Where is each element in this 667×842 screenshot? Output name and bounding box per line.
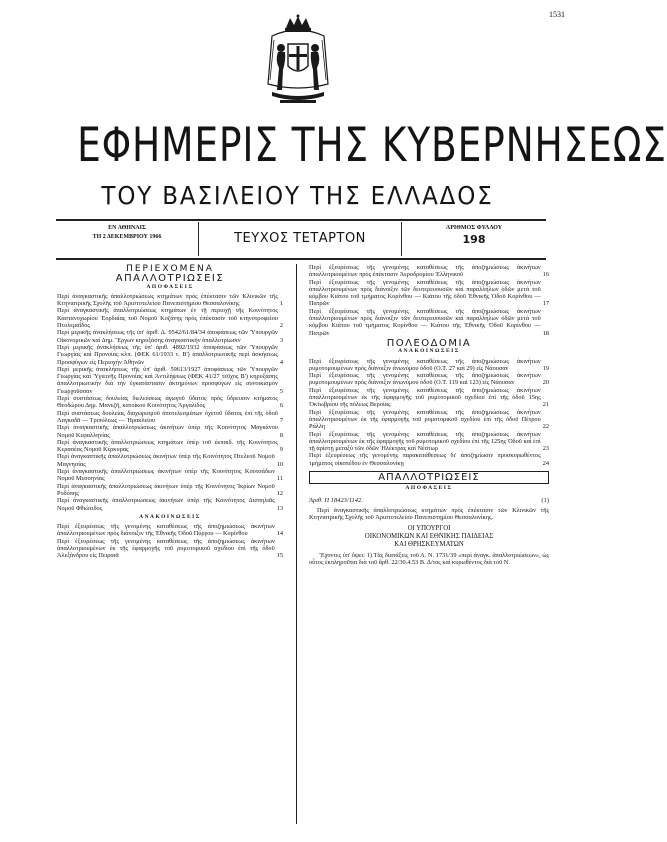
contents-entry: Περὶ μερικῆς ἀνακλήσεως τῆς ὑπ' ἀριθ. 4892/1932 ἀποφάσεως τῶν Ὑπουργῶν Γεωργίας καὶ Προνοίας κλπ. (ΦΕΚ 61/1933 τ. Β') ἀπαλλοτριωτικῆς περὶ ἀσκήσεως Προσφύγων εἰς Περιοχὴν Ἀθηνῶν 4 xyxy=(57,343,283,366)
issue-date: ΤΗ 2 ΔΕΚΕΜΒΡΙΟΥ 1966 xyxy=(92,234,162,240)
contents-entry: Περὶ ἐξευρέσεως τῆς γενομένης καταθέσεως τῆς ἀποζημιώσεως ἀκινήτων ἀπαλλοτριουμένων πρὸς διάνοιξιν τῶν δευτερευουσῶν καὶ παραλλήλων ὁδῶν μετὰ τοῦ κόμβου Κιάτου τοῦ τμήματος Κορίνθου — Κιάτου τῆς Ἐθνικῆς Ὁδοῦ Κορίνθου — Πατρῶν 18 xyxy=(309,307,549,337)
contents-heading: ΠΕΡΙΕΧΟΜΕΝΑ xyxy=(126,264,214,274)
contents-entry: Περὶ ἐξευρέσεως τῆς γενομένης καταθέσεως τῆς ἀποζημιώσεως ἀκινήτων ρυμοτομουμένων πρὸς διάνοιξιν ἀνωνύμου ὁδοῦ (Ο.Τ. 27 καὶ 29) εἰς Νάουσαν 19 xyxy=(309,357,549,372)
contents-right-column xyxy=(309,264,549,566)
masthead-top-rule xyxy=(56,219,546,221)
contents-entry: Περὶ ἐξευρέσεως τῆς γενομένης παρακατάθεσεως δι' ἀποζημίωσιν προσκυρωθέντος τμήματος οἰκοπέδου ἐν Θεσσαλονίκῃ 24 xyxy=(309,452,549,467)
issue-place: ΕΝ ΑΘΗΝΑΙΣ xyxy=(108,225,146,231)
decision-subheading: ΑΠΟΦΑΣΕΙΣ xyxy=(405,485,453,492)
contents-entry: Περὶ μερικῆς ἀνακλήσεως τῆς ὑπ' ἀριθ. 59613/1927 ἀποφάσεως τῶν Ὑπουργῶν Γεωργίας καὶ Ὑγιεινῆς Προνοίας καὶ Ἀντιλήψεως (ΦΕΚ 41/27 τεῦχος Β') κηρυξάσης ἀπαλλοτριωτικὴν διὰ τὴν ἐγκατάστασιν ἀκτημόνων προσφύγων εἰς συνοικισμὸν Γεωρχοῦσσαν 5 xyxy=(57,365,283,395)
contents-entry: Περὶ ἀναγκαστικῆς ἀπαλλοτριώσεως ἀκινήτων ὑπὲρ τῆς Κοινότητος Μαγκάνου Νομοῦ Κεφαλληνίας 8 xyxy=(57,424,283,439)
contents-entry: Περὶ ἀναγκαστικῆς ἀπαλλοτριώσεως ἀκινήτων ὑπὲρ τῆς Κοινότητος Πτελεοῦ Νομοῦ Μαγνησίας 10 xyxy=(57,453,283,468)
section-heading-expropriations: ΑΠΑΛΛΟΤΡΙΩΣΕΙΣ xyxy=(115,273,225,285)
coat-of-arms-emblem xyxy=(258,14,338,110)
subheading-decisions: ΑΠΟΦΑΣΕΙΣ xyxy=(146,283,194,290)
contents-entry: Περὶ ἀναγκαστικῆς ἀπαλλοτριώσεως κτημάτων πρὸς ἐπέκτασιν τῶν Κλινικῶν τῆς Κτηνιατρικῆς Σχολῆς τοῦ Ἀριστοτελείου Πανεπιστημίου Θεσσαλονίκης 1 xyxy=(57,292,283,308)
contents-entry: Περὶ ἐξευρέσεως τῆς γενομένης καταθέσεως τῆς ἀποζημιώσεως ἀκινήτων ἀπαλλοτριουμένων ἐκ τῆς ἐφαρμογῆς τοῦ ρυμοτομικοῦ σχεδίου ἐπὶ τῆς ὁδοῦ Πέτρου Ράλλη 22 xyxy=(309,408,549,431)
contents-entry: Περὶ ἐξευρέσεως τῆς γενομένης καταθέσεως τῆς ἀποζημιώσεως ἀκινήτων ἀπαλλοτριουμένων ἐκ τῆς ἐφαρμογῆς τοῦ ρυμοτομικοῦ σχεδίου ἐπὶ τῆς 125ης Ὁδοῦ καὶ ἐπὶ τῇ ἀρίστῃ μεταξὺ τῶν ὁδῶν Ἠλέκτρας καὶ Νέστωρ 23 xyxy=(309,430,549,453)
contents-entry: Περὶ ἀναγκαστικῆς ἀπαλλοτριώσεως ἀκινήτων ὑπὲρ τῆς Κοινότητος Δισπηλιᾶς Νομοῦ Φθιώτιδος 13 xyxy=(57,497,283,512)
subheading-announcements-planning: ΑΝΑΚΟΙΝΩΣΕΙΣ xyxy=(398,348,460,355)
issue-place-date xyxy=(56,224,198,242)
decision-section-heading: ΑΠΑΛΛΟΤΡΙΩΣΕΙΣ xyxy=(309,471,549,484)
contents-entry: Περὶ ἐξευρέσεως τῆς γενομένης καταθέσεως τῆς ἀποζημιώσεως ἀκινήτων ρυμοτομουμένων πρὸς διάνοιξιν ἀνωνύμου ὁδοῦ (Ο.Τ. 119 καὶ 123) εἰς Νάουσαν 20 xyxy=(309,372,549,387)
contents-entry: Περὶ μερικῆς ἀνακλήσεως τῆς ὑπ' ἀριθ. Δ. 9542/61/84/34 ἀποφάσεως τῶν Ὑπουργῶν Οἰκονομικῶν καὶ Δημ. Ἔργων κηρυξάσης ἀναγκαστικὴν ἀπαλλοτρίωσιν 3 xyxy=(57,329,283,344)
contents-entry: Περὶ συστάσεως δουλείας διαχωρισμοῦ ἀποτελεσμάτων ὀχετοῦ ὕδατος ἐπὶ τῆς ὁδοῦ Λαγκαδᾶ — Τριπόλεως — Ἡρακλείου 7 xyxy=(57,409,283,424)
contents-entry: Περὶ ἐξευρέσεως τῆς γενομένης καταθέσεως τῆς ἀποζημιώσεως ἀκινήτων ἀπαλλοτριουμένων ἐκ τῆς ἐφαρμογῆς τοῦ ρυμοτομικοῦ σχεδίου ἐπὶ τῆς ὁδοῦ Ἀλεξάνδρου εἰς Πειραιᾶ 15 xyxy=(57,537,283,560)
sheet-number-label: ΑΡΙΘΜΟΣ ΦΥΛΛΟΥ xyxy=(445,225,503,231)
page-number: 1531 xyxy=(549,10,565,19)
contents-left-column xyxy=(57,264,283,560)
contents-entry: Περὶ ἐξευρέσεως τῆς γενομένης καταθέσεως τῆς ἀποζημιώσεως ἀκινήτων ἀπαλλοτριουμένων πρὸς ἐπέκτασιν Ἀεροδρομίου Ἑλληνικοῦ 16 xyxy=(309,264,549,279)
decision-body-text: Ἔχοντες ὑπ' ὄψει: 1) Τὰς διατάξεις τοῦ Α. Ν. 1731/39 «περὶ ἀναγκ. ἀπαλλοτριώσεων», ὡς οὗτος ἐκπληροῦται διὰ τοῦ ἄρθ. 22/30.4.53 Β. Δ/τος καὶ κυρωθέντος διὰ τοῦ Ν. xyxy=(309,551,549,566)
contents-entry: Περὶ ἀναγκαστικῆς ἀπαλλοτριώσεως κτημάτων ἐν τῇ περιοχῇ τῆς Κοινότητος Καστανοχωρίου Ἐορδαίας τοῦ Νομοῦ Κοζάνης πρὸς ἐπέκτασιν τοῦ κτηνοτροφείου Πτολεμαΐδος 2 xyxy=(57,307,283,330)
contents-entry: Περὶ ἀναγκαστικῆς ἀπαλλοτριώσεως ἀκινήτων ὑπὲρ τῆς Κοινότητος Κουτσάδων Νομοῦ Μεσσηνίας 11 xyxy=(57,468,283,483)
contents-entry: Περὶ ἀναγκαστικῆς ἀπαλλοτριώσεως κτημάτων ὑπὲρ τοῦ ἐκπαιδ. τῆς Κοινότητος Κερασέας Νομοῦ Κέρκυρας 9 xyxy=(57,438,283,454)
decision-mark: (1) xyxy=(541,496,549,504)
contents-entry: Περὶ ἐξευρέσεως τῆς γενομένης καταθέσεως τῆς ἀποζημιώσεως ἀκινήτων ἀπαλλοτριουμένων πρὸς διάνοιξιν τῶν δευτερευουσῶν καὶ παραλλήλων ὁδῶν μετὰ τοῦ κόμβου Κιάτου τοῦ τμήματος Κορίνθου — Κιάτου τῆς ὁδοῦ Ἐθνικῆς Ὁδοῦ Κορίνθου — Πατρῶν 17 xyxy=(309,278,549,308)
ministers-heading: ΟΙ ΥΠΟΥΡΓΟΙ ΟΙΚΟΝΟΜΙΚΩΝ ΚΑΙ ΕΘΝΙΚΗΣ ΠΑΙΔΕΙΑΣ ΚΑΙ ΘΡΗΣΚΕΥΜΑΤΩΝ xyxy=(364,524,494,548)
contents-entry: Περὶ ἐξευρέσεως τῆς γενομένης καταθέσεως τῆς ἀποζημιώσεως ἀκινήτων ἀπαλλοτριουμένων πρὸς διάνοιξιν τῆς Ἐθνικῆς Ὁδοῦ Πύργου — Κορίνθου 14 xyxy=(57,523,283,538)
gazette-subtitle: ΤΟΥ ΒΑΣΙΛΕΙΟΥ ΤΗΣ ΕΛΛΑΔΟΣ xyxy=(101,181,494,210)
decision-number: Ἀριθ. Π 18423/1142. xyxy=(309,496,363,504)
section-heading-urban-planning: ΠΟΛΕΟΔΟΜΙΑ xyxy=(386,337,472,349)
issue-volume: ΤΕΥΧΟΣ ΤΕΤΑΡΤΟΝ xyxy=(198,222,402,256)
sheet-number: 198 xyxy=(462,233,486,246)
decision-number-line xyxy=(309,497,549,504)
masthead-bottom-rule xyxy=(56,258,546,260)
gazette-title: ΕΦΗΜΕΡΙΣ ΤΗΣ ΚΥΒΕΡΝΗΣΕΩΣ xyxy=(77,118,667,173)
decision-subject: Περὶ ἀναγκαστικῆς ἀπαλλοτριώσεως κτημάτων πρὸς ἐπέκτασιν τῶν Κλινικῶν τῆς Κτηνιατρικῆς Σχολῆς τοῦ Ἀριστοτελείου Πανεπιστημίου Θεσσαλονίκης. xyxy=(309,506,549,522)
column-divider xyxy=(296,264,297,824)
masthead-info-bar xyxy=(56,222,546,258)
contents-entry: Περὶ ἀναγκαστικῆς ἀπαλλοτριώσεως ἀκινήτων ὑπὲρ τῆς Κοινότητος Ἰκρίων Νομοῦ Ροδόπης 12 xyxy=(57,482,283,497)
contents-entry: Περὶ συστάσεως δουλείας διελεύσεως ἀγωγοῦ ὕδατος πρὸς ὕδρευσιν κτήματος Θεοδώρου Δημ. Μανεζῆ, κατοίκου Κοινότητος Ἀργαλίδος 6 xyxy=(57,395,283,410)
sheet-number-block xyxy=(402,224,546,246)
contents-entry: Περὶ ἐξευρέσεως τῆς γενομένης καταθέσεως τῆς ἀποζημιώσεως ἀκινήτων ἀπαλλοτριουμένων ἐκ τῆς ἐφαρμογῆς τοῦ ρυμοτομικοῦ σχεδίου ἐπὶ τῆς ὁδοῦ 15ης Ὀκτωβρίου τῆς πόλεως Βεροίας 21 xyxy=(309,386,549,409)
subheading-announcements: ΑΝΑΚΟΙΝΩΣΕΙΣ xyxy=(139,513,201,520)
